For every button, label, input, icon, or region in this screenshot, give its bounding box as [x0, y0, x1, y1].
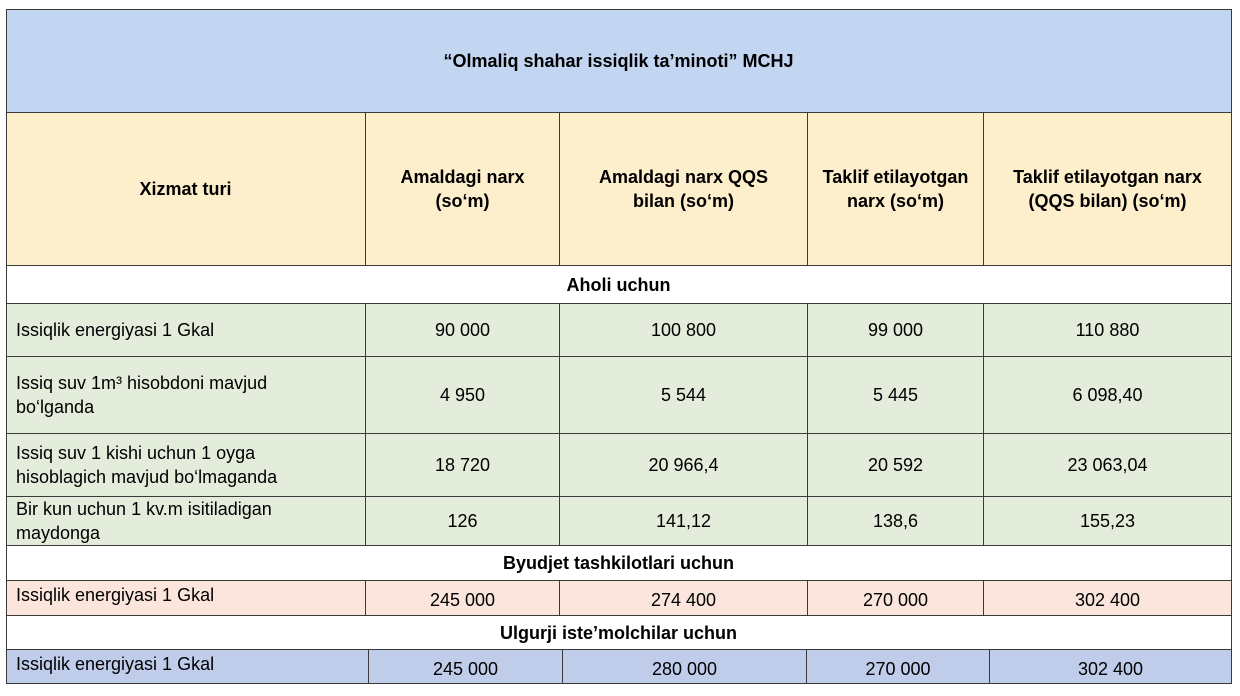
cell-current-price: 90 000: [366, 304, 560, 357]
cell-current-price: 245 000: [366, 581, 560, 616]
section-title-wholesale: Ulgurji iste’molchilar uchun: [6, 616, 1232, 650]
section-title-population: Aholi uchun: [6, 266, 1232, 304]
cell-current-price: 245 000: [369, 650, 563, 684]
cell-current-price-vat: 141,12: [560, 497, 808, 546]
cell-proposed-price: 99 000: [808, 304, 984, 357]
cell-current-price-vat: 280 000: [563, 650, 807, 684]
cell-current-price: 126: [366, 497, 560, 546]
header-current-price-vat: Amaldagi narx QQS bilan (so‘m): [560, 113, 808, 266]
row-name: Issiq suv 1 kishi uchun 1 oyga hisoblagich mavjud bo‘lmaganda: [6, 434, 366, 497]
cell-proposed-price: 20 592: [808, 434, 984, 497]
row-name: Issiqlik energiyasi 1 Gkal: [6, 581, 366, 616]
section-title-budget: Byudjet tashkilotlari uchun: [6, 546, 1232, 581]
row-name: Issiqlik energiyasi 1 Gkal: [6, 304, 366, 357]
row-name: Bir kun uchun 1 kv.m isitiladigan maydonga: [6, 497, 366, 546]
cell-current-price-vat: 274 400: [560, 581, 808, 616]
cell-proposed-price: 138,6: [808, 497, 984, 546]
row-name: Issiqlik energiyasi 1 Gkal: [6, 650, 369, 684]
row-name: Issiq suv 1m³ hisobdoni mavjud bo‘lganda: [6, 357, 366, 434]
cell-proposed-price-vat: 302 400: [984, 581, 1232, 616]
cell-current-price: 4 950: [366, 357, 560, 434]
cell-proposed-price-vat: 110 880: [984, 304, 1232, 357]
cell-proposed-price-vat: 23 063,04: [984, 434, 1232, 497]
cell-current-price-vat: 5 544: [560, 357, 808, 434]
cell-proposed-price-vat: 155,23: [984, 497, 1232, 546]
header-proposed-price-vat: Taklif etilayotgan narx (QQS bilan) (so‘m): [984, 113, 1232, 266]
cell-current-price-vat: 20 966,4: [560, 434, 808, 497]
header-proposed-price: Taklif etilayotgan narx (so‘m): [808, 113, 984, 266]
cell-proposed-price: 5 445: [808, 357, 984, 434]
header-service-type: Xizmat turi: [6, 113, 366, 266]
tariff-table: [6, 9, 1232, 684]
cell-current-price: 18 720: [366, 434, 560, 497]
cell-proposed-price: 270 000: [808, 581, 984, 616]
header-current-price: Amaldagi narx (so‘m): [366, 113, 560, 266]
cell-current-price-vat: 100 800: [560, 304, 808, 357]
cell-proposed-price-vat: 6 098,40: [984, 357, 1232, 434]
table-title: “Olmaliq shahar issiqlik ta’minoti” MCHJ: [6, 9, 1232, 113]
cell-proposed-price: 270 000: [807, 650, 990, 684]
cell-proposed-price-vat: 302 400: [990, 650, 1232, 684]
